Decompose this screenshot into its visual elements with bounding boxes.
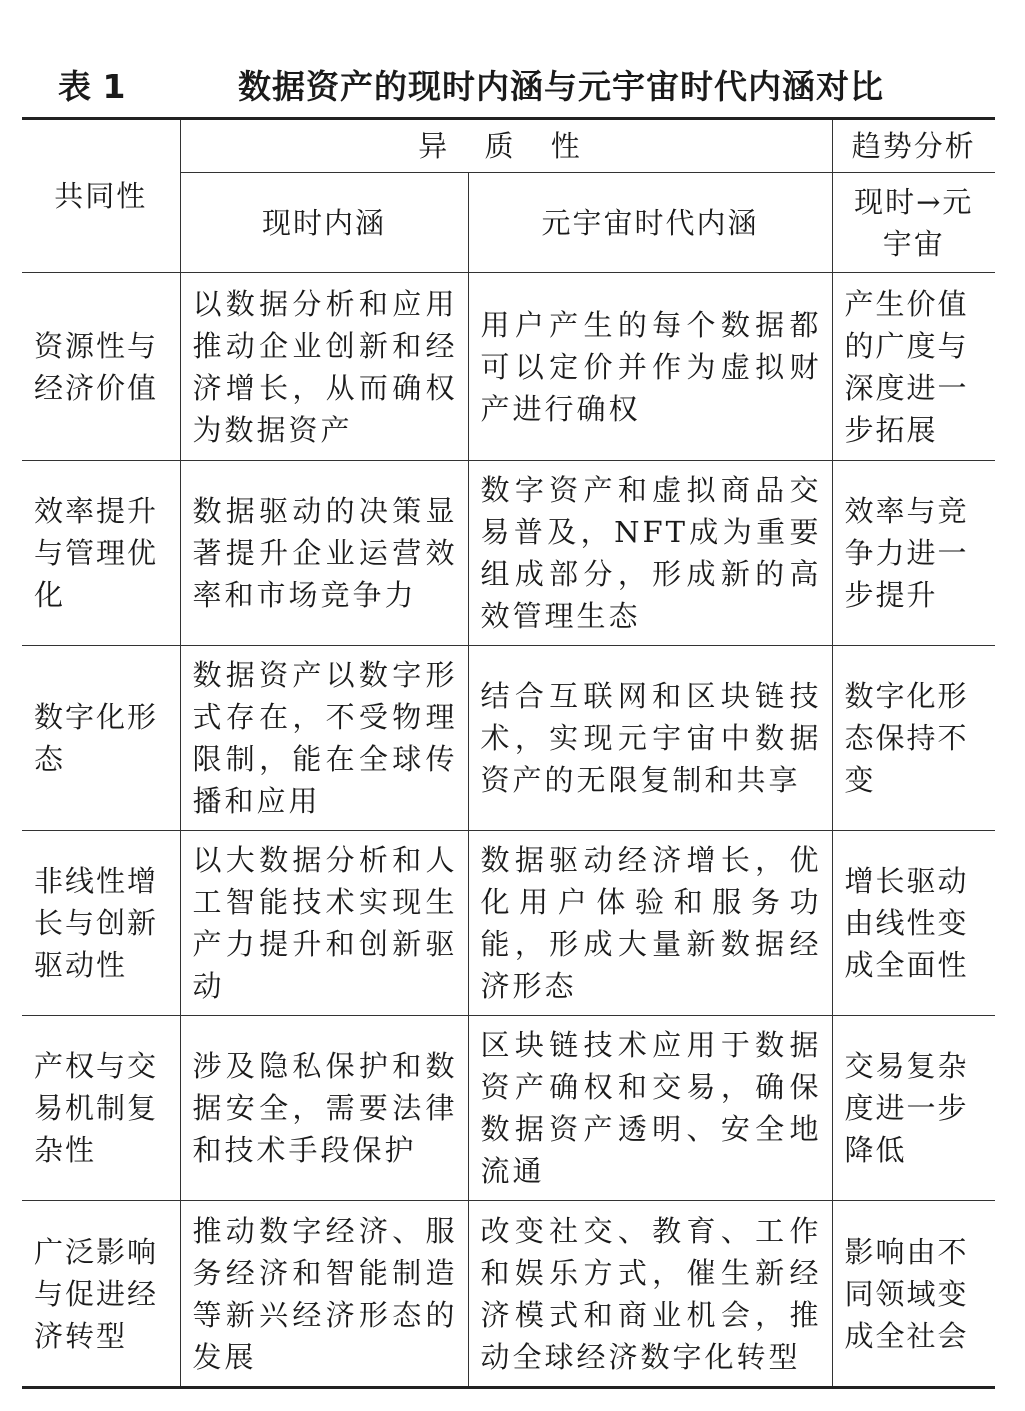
cell-common: 非线性增长与创新驱动性 bbox=[22, 831, 180, 1016]
cell-metaverse: 数字资产和虚拟商品交易普及，NFT成为重要组成部分，形成新的高效管理生态 bbox=[468, 461, 832, 646]
cell-current: 数据驱动的决策显著提升企业运营效率和市场竞争力 bbox=[180, 461, 468, 646]
cell-trend: 产生价值的广度与深度进一步拓展 bbox=[832, 273, 995, 461]
cell-metaverse: 改变社交、教育、工作和娱乐方式，催生新经济模式和商业机会，推动全球经济数字化转型 bbox=[468, 1201, 832, 1388]
table-title: 数据资产的现时内涵与元宇宙时代内涵对比 bbox=[238, 67, 884, 106]
table-row bbox=[22, 831, 995, 1016]
cell-trend: 数字化形态保持不变 bbox=[832, 646, 995, 831]
cell-common: 资源性与经济价值 bbox=[22, 273, 180, 461]
table-row bbox=[22, 461, 995, 646]
header-current: 现时内涵 bbox=[180, 173, 468, 273]
header-direction: 现时→元宇宙 bbox=[832, 173, 995, 273]
header-common: 共同性 bbox=[22, 119, 180, 273]
cell-common: 产权与交易机制复杂性 bbox=[22, 1016, 180, 1201]
cell-common: 广泛影响与促进经济转型 bbox=[22, 1201, 180, 1388]
comparison-table bbox=[22, 117, 995, 1389]
cell-common: 数字化形态 bbox=[22, 646, 180, 831]
table-row bbox=[22, 1201, 995, 1388]
cell-common: 效率提升与管理优化 bbox=[22, 461, 180, 646]
cell-current: 以数据分析和应用推动企业创新和经济增长，从而确权为数据资产 bbox=[180, 273, 468, 461]
table-row bbox=[22, 273, 995, 461]
table-row bbox=[22, 646, 995, 831]
table-caption bbox=[0, 62, 1025, 112]
table-row bbox=[22, 1016, 995, 1201]
cell-metaverse: 用户产生的每个数据都可以定价并作为虚拟财产进行确权 bbox=[468, 273, 832, 461]
table-number: 表 1 bbox=[58, 67, 126, 106]
cell-trend: 影响由不同领域变成全社会 bbox=[832, 1201, 995, 1388]
cell-metaverse: 区块链技术应用于数据资产确权和交易，确保数据资产透明、安全地流通 bbox=[468, 1016, 832, 1201]
cell-trend: 效率与竞争力进一步提升 bbox=[832, 461, 995, 646]
cell-metaverse: 结合互联网和区块链技术，实现元宇宙中数据资产的无限复制和共享 bbox=[468, 646, 832, 831]
cell-metaverse: 数据驱动经济增长，优化用户体验和服务功能，形成大量新数据经济形态 bbox=[468, 831, 832, 1016]
header-heterogeneity: 异 质 性 bbox=[180, 119, 832, 173]
cell-current: 涉及隐私保护和数据安全，需要法律和技术手段保护 bbox=[180, 1016, 468, 1201]
cell-current: 数据资产以数字形式存在，不受物理限制，能在全球传播和应用 bbox=[180, 646, 468, 831]
cell-current: 推动数字经济、服务经济和智能制造等新兴经济形态的发展 bbox=[180, 1201, 468, 1388]
header-metaverse: 元宇宙时代内涵 bbox=[468, 173, 832, 273]
cell-trend: 增长驱动由线性变成全面性 bbox=[832, 831, 995, 1016]
cell-current: 以大数据分析和人工智能技术实现生产力提升和创新驱动 bbox=[180, 831, 468, 1016]
cell-trend: 交易复杂度进一步降低 bbox=[832, 1016, 995, 1201]
header-trend: 趋势分析 bbox=[832, 119, 995, 173]
